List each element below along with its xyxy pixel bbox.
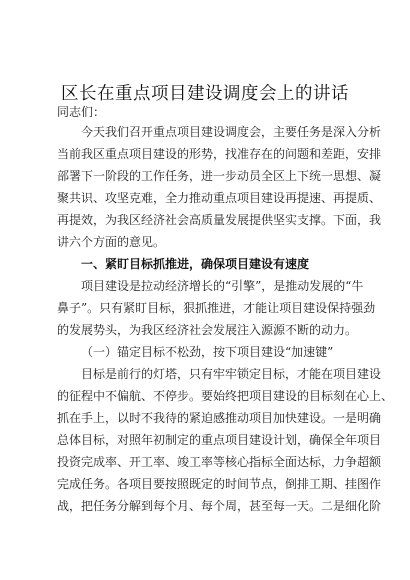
paragraph-line: 今天我们召开重点项目建设调度会，主要任务是深入分析 [81, 125, 382, 139]
paragraph-line: 部署下一阶段的工作任务，进一步动员全区上下统一思想、凝 [57, 169, 382, 183]
paragraph-line: 总体目标，对照年初制定的重点项目建设计划，确保全年项目 [57, 433, 382, 447]
paragraph-line: 讲六个方面的意见。 [57, 235, 166, 249]
paragraph-line: 鼻子”。只有紧盯目标，狠抓推进，才能让项目建设保持强劲 [57, 301, 376, 315]
paragraph-line: 聚共识、攻坚克难，全力推动重点项目建设再提速、再提质、 [57, 191, 382, 205]
paragraph-line: 投资完成率、开工率、竣工率等核心指标全面达标，力争超额 [57, 455, 382, 469]
paragraph-line: 的发展势头，为我区经济社会发展注入源源不断的动力。 [57, 323, 358, 337]
paragraph-line: 项目建设是拉动经济增长的“引擎”，是推动发展的“牛 [81, 279, 364, 293]
document-title: 区长在重点项目建设调度会上的讲话 [61, 84, 349, 104]
paragraph-line: 的征程中不偏航、不停步。要始终把项目建设的目标刻在心上、 [57, 389, 394, 403]
greeting: 同志们： [57, 105, 106, 119]
subsection-heading: （一）锚定目标不松劲，按下项目建设“加速键” [81, 345, 334, 359]
paragraph-line: 完成任务。各项目要按照既定的时间节点，倒排工期、挂图作 [57, 477, 382, 491]
paragraph-line: 战，把任务分解到每个月、每个周，甚至每一天。二是细化阶 [57, 499, 382, 513]
paragraph-line: 目标是前行的灯塔，只有牢牢锁定目标，才能在项目建设 [81, 367, 382, 381]
section-heading: 一、紧盯目标抓推进，确保项目建设有速度 [81, 257, 310, 271]
paragraph-line: 抓在手上，以时不我待的紧迫感推动项目加快建设。一是明确 [57, 411, 382, 425]
paragraph-line: 再提效，为我区经济社会高质量发展提供坚实支撑。下面，我 [57, 213, 382, 227]
paragraph-line: 当前我区重点项目建设的形势，找准存在的问题和差距，安排 [57, 147, 382, 161]
